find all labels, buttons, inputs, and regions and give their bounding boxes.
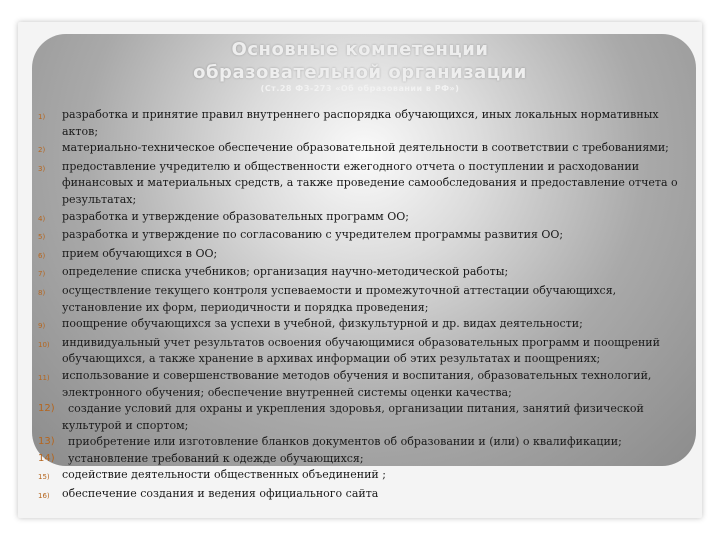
item-text: разработка и утверждение по согласованию с учредителем программы развития ОО; bbox=[62, 228, 564, 242]
item-number: 8) bbox=[38, 288, 46, 297]
item-number: 1) bbox=[38, 113, 46, 121]
list-item bbox=[38, 140, 688, 159]
slide-title-line-1: Основные компетенции bbox=[231, 39, 489, 60]
item-number: 4) bbox=[38, 214, 46, 223]
list-item bbox=[38, 159, 688, 209]
slide-title bbox=[0, 38, 720, 84]
list-item bbox=[38, 401, 688, 434]
list-item bbox=[38, 246, 688, 265]
item-number: 9) bbox=[38, 322, 46, 331]
item-number: 13) bbox=[38, 436, 55, 448]
item-text: установление требований к одежде обучающихся; bbox=[68, 451, 364, 465]
list-item bbox=[38, 316, 688, 335]
item-text: приобретение или изготовление бланков документов об образовании и (или) о квалификации; bbox=[68, 435, 622, 449]
list-item bbox=[38, 434, 688, 451]
slide-subtitle: (Ст.28 ФЗ-273 «Об образовании в РФ») bbox=[260, 84, 460, 93]
list-item bbox=[38, 486, 688, 505]
item-number: 15) bbox=[38, 473, 50, 482]
list-item bbox=[38, 368, 688, 401]
item-number: 10) bbox=[38, 340, 50, 349]
item-number: 3) bbox=[38, 164, 46, 173]
list-item bbox=[38, 283, 688, 316]
item-text: использование и совершенствование методов обучения и воспитания, образовательных технологий, электронного обучения; обеспечение внутренней системы оценки качества; bbox=[62, 368, 652, 399]
slide-title-line-2: образовательной организации bbox=[193, 62, 527, 83]
list-item bbox=[38, 264, 688, 283]
item-text: разработка и утверждение образовательных программ ОО; bbox=[62, 209, 409, 223]
item-number: 2) bbox=[38, 146, 46, 155]
list-item bbox=[38, 227, 688, 246]
item-number: 7) bbox=[38, 270, 46, 279]
item-text: разработка и принятие правил внутреннего распорядка обучающихся, иных локальных нормативных актов; bbox=[62, 108, 659, 138]
list-item bbox=[38, 107, 688, 140]
item-text: осуществление текущего контроля успеваемости и промежуточной аттестации обучающихся, установление их форм, периодичности и порядка проведения; bbox=[62, 283, 617, 314]
item-text: поощрение обучающихся за успехи в учебной, физкультурной и др. видах деятельности; bbox=[62, 317, 583, 331]
competencies-list bbox=[38, 107, 688, 505]
item-number: 16) bbox=[38, 492, 50, 501]
item-text: определение списка учебников; организация научно-методической работы; bbox=[62, 265, 509, 279]
item-number: 11) bbox=[38, 373, 50, 382]
list-item bbox=[38, 209, 688, 228]
item-number: 12) bbox=[38, 403, 55, 415]
list-item bbox=[38, 451, 688, 468]
item-text: материально-техническое обеспечение образовательной деятельности в соответствии с требованиями; bbox=[62, 141, 669, 155]
item-text: обеспечение создания и ведения официального сайта bbox=[62, 487, 379, 501]
item-text: содействие деятельности общественных объединений ; bbox=[62, 468, 386, 482]
list-item bbox=[38, 467, 688, 486]
item-text: индивидуальный учет результатов освоения обучающимися образовательных программ и поощрений обучающихся, а также хранение в архивах информации об этих результатах и поощрениях; bbox=[62, 335, 660, 366]
item-text: предоставление учредителю и общественности ежегодного отчета о поступлении и расходовании финансовых и материальных средств, а также проведение самообследования и предоставление отчета о результатах; bbox=[62, 159, 678, 206]
item-number: 6) bbox=[38, 251, 46, 260]
item-number: 5) bbox=[38, 233, 46, 242]
list-item bbox=[38, 335, 688, 368]
item-text: прием обучающихся в ОО; bbox=[62, 246, 218, 260]
item-text: создание условий для охраны и укрепления здоровья, организации питания, занятий физической культурой и спортом; bbox=[62, 402, 644, 432]
item-number: 14) bbox=[38, 452, 55, 464]
